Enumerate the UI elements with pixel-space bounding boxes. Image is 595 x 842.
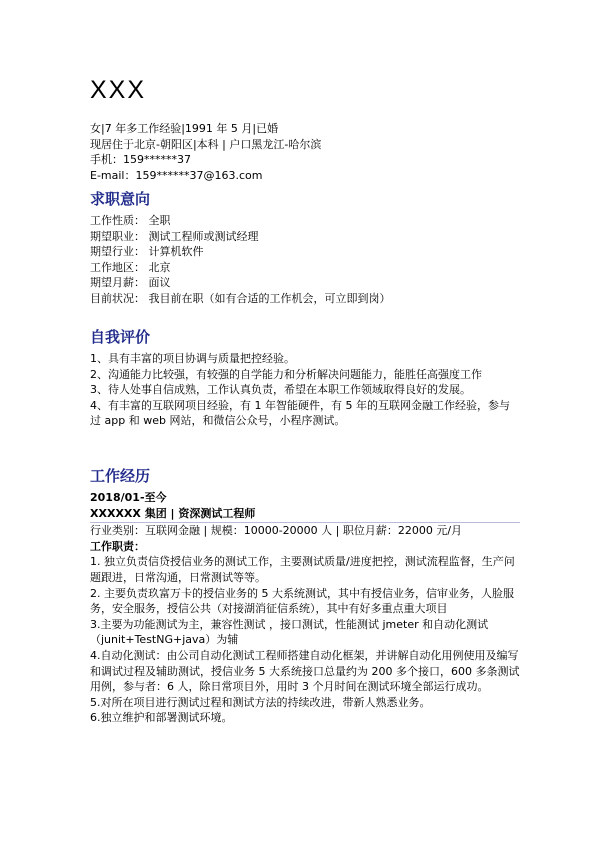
duty-item: 6.独立维护和部署测试环境。 bbox=[90, 711, 233, 725]
duty-item: 1. 独立负责信贷授信业务的测试工作，主要测试质量/进度把控，测试流程监督，生产问题跟进，日常沟通，日常测试等等。 bbox=[90, 555, 515, 584]
intent-item: 工作地区： 北京 bbox=[90, 260, 171, 274]
work-company: XXXXXX 集团 | 资深测试工程师 bbox=[90, 506, 256, 520]
work-experience-section bbox=[90, 466, 520, 726]
self-item: 4、有丰富的互联网项目经验，有 1 年智能硬件，有 5 年的互联网金融工作经验，参与过 app 和 web 网站，和微信公众号，小程序测试。 bbox=[90, 398, 510, 428]
self-item: 3、待人处事自信成熟，工作认真负责，希望在本职工作领域取得良好的发展。 bbox=[90, 383, 471, 397]
info-line-email: E-mail：159******37@163.com bbox=[90, 168, 263, 182]
candidate-name: XXX bbox=[90, 76, 147, 104]
intent-item: 期望月薪： 面议 bbox=[90, 276, 171, 290]
self-item: 2、沟通能力比较强，有较强的自学能力和分析解决问题能力，能胜任高强度工作 bbox=[90, 367, 482, 381]
info-line-residence: 现居住于北京-朝阳区|本科 | 户口黑龙江-哈尔滨 bbox=[90, 137, 322, 151]
info-line-basics: 女|7 年多工作经验|1991 年 5 月|已婚 bbox=[90, 122, 279, 135]
work-industry: 行业类别：互联网金融 | 规模：10000-20000 人 | 职位月薪：22000 元/月 bbox=[90, 524, 463, 538]
self-evaluation-section bbox=[90, 327, 520, 429]
self-item: 1、具有丰富的项目协调与质量把控经验。 bbox=[90, 352, 295, 365]
self-evaluation-heading: 自我评价 bbox=[90, 328, 151, 346]
work-experience-heading: 工作经历 bbox=[90, 467, 151, 485]
intent-item: 目前状况： 我目前在职（如有合适的工作机会，可立即到岗） bbox=[90, 291, 391, 305]
duty-item: 4.自动化测试：由公司自动化测试工程师搭建自动化框架，并讲解自动化用例使用及编写和调试过程及辅助测试，授信业务 5 大系统接口总量约为 200 多个接口，600 多条测试用例，参与者：6 人，除日常项目外，用时 3 个月时间在测试环境全部运行成功。 bbox=[90, 648, 520, 694]
info-line-phone: 手机：159******37 bbox=[90, 153, 191, 167]
intent-item: 期望行业： 计算机软件 bbox=[90, 245, 204, 259]
work-period: 2018/01-至今 bbox=[90, 491, 167, 504]
job-intent-heading: 求职意向 bbox=[90, 190, 151, 208]
duties-heading: 工作职责： bbox=[90, 539, 145, 553]
job-intent-section bbox=[90, 189, 520, 307]
duty-item: 2. 主要负责玖富万卡的授信业务的 5 大系统测试，其中有授信业务，信审业务，人脸服务，安全服务，授信公共（对接湖消征信系统），其中有好多重点重大项目 bbox=[90, 586, 514, 616]
basic-info bbox=[90, 121, 520, 183]
duty-item: 3.主要为功能测试为主，兼容性测试 ，接口测试，性能测试 jmeter 和自动化测试（junit+TestNG+java）为辅 bbox=[90, 617, 489, 647]
intent-item: 期望职业： 测试工程师或测试经理 bbox=[90, 229, 259, 243]
duty-item: 5.对所在项目进行测试过程和测试方法的持续改进，带新人熟悉业务。 bbox=[90, 695, 431, 709]
intent-item: 工作性质： 全职 bbox=[90, 214, 171, 227]
